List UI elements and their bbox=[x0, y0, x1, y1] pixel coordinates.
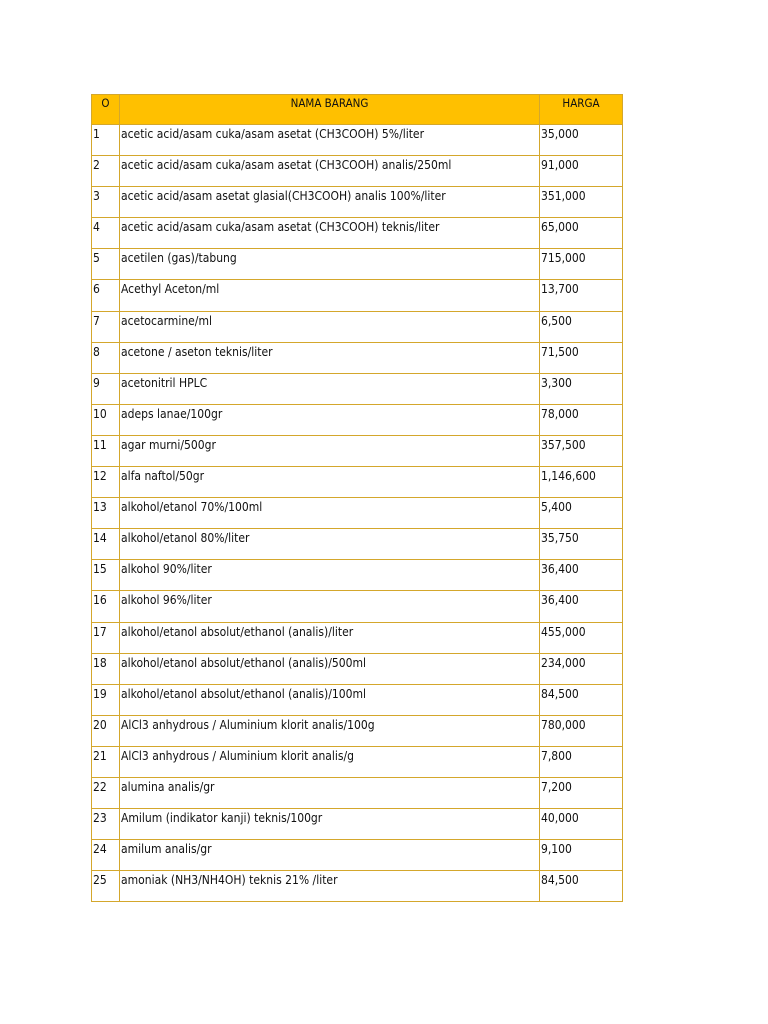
row-number: 8 bbox=[92, 342, 120, 373]
item-name: acetocarmine/ml bbox=[120, 311, 540, 342]
table-row bbox=[92, 560, 623, 591]
item-price: 7,800 bbox=[540, 746, 623, 777]
row-number: 14 bbox=[92, 529, 120, 560]
item-price: 35,000 bbox=[540, 125, 623, 156]
table-row bbox=[92, 467, 623, 498]
table-row bbox=[92, 249, 623, 280]
row-number: 7 bbox=[92, 311, 120, 342]
document-page bbox=[91, 94, 622, 902]
item-price: 715,000 bbox=[540, 249, 623, 280]
item-price: 40,000 bbox=[540, 809, 623, 840]
item-name: alkohol 90%/liter bbox=[120, 560, 540, 591]
table-header bbox=[92, 95, 623, 125]
table-row bbox=[92, 218, 623, 249]
table-row bbox=[92, 809, 623, 840]
table-row bbox=[92, 529, 623, 560]
item-price: 7,200 bbox=[540, 777, 623, 808]
row-number: 11 bbox=[92, 435, 120, 466]
item-name: alkohol/etanol 80%/liter bbox=[120, 529, 540, 560]
item-name: alkohol/etanol absolut/ethanol (analis)/500ml bbox=[120, 653, 540, 684]
item-price: 13,700 bbox=[540, 280, 623, 311]
row-number: 16 bbox=[92, 591, 120, 622]
table-row bbox=[92, 871, 623, 902]
row-number: 15 bbox=[92, 560, 120, 591]
row-number: 25 bbox=[92, 871, 120, 902]
table-row bbox=[92, 125, 623, 156]
table-body bbox=[92, 125, 623, 902]
item-price: 71,500 bbox=[540, 342, 623, 373]
row-number: 3 bbox=[92, 187, 120, 218]
table-row bbox=[92, 653, 623, 684]
item-name: amilum analis/gr bbox=[120, 840, 540, 871]
item-name: acetic acid/asam cuka/asam asetat (CH3COOH) teknis/liter bbox=[120, 218, 540, 249]
item-price: 1,146,600 bbox=[540, 467, 623, 498]
item-name: alkohol/etanol 70%/100ml bbox=[120, 498, 540, 529]
row-number: 6 bbox=[92, 280, 120, 311]
item-price: 455,000 bbox=[540, 622, 623, 653]
header-price: HARGA bbox=[540, 95, 623, 125]
item-name: acetilen (gas)/tabung bbox=[120, 249, 540, 280]
row-number: 10 bbox=[92, 404, 120, 435]
row-number: 12 bbox=[92, 467, 120, 498]
item-price: 6,500 bbox=[540, 311, 623, 342]
item-price: 65,000 bbox=[540, 218, 623, 249]
item-name: amoniak (NH3/NH4OH) teknis 21% /liter bbox=[120, 871, 540, 902]
item-name: acetic acid/asam asetat glasial(CH3COOH) analis 100%/liter bbox=[120, 187, 540, 218]
item-name: Acethyl Aceton/ml bbox=[120, 280, 540, 311]
item-name: acetic acid/asam cuka/asam asetat (CH3COOH) analis/250ml bbox=[120, 156, 540, 187]
item-price: 9,100 bbox=[540, 840, 623, 871]
item-name: agar murni/500gr bbox=[120, 435, 540, 466]
header-name: NAMA BARANG bbox=[120, 95, 540, 125]
table-row bbox=[92, 311, 623, 342]
item-name: acetonitril HPLC bbox=[120, 373, 540, 404]
table-row bbox=[92, 373, 623, 404]
item-price: 3,300 bbox=[540, 373, 623, 404]
price-table bbox=[91, 94, 623, 902]
row-number: 13 bbox=[92, 498, 120, 529]
item-price: 84,500 bbox=[540, 684, 623, 715]
item-name: alkohol 96%/liter bbox=[120, 591, 540, 622]
item-name: alkohol/etanol absolut/ethanol (analis)/liter bbox=[120, 622, 540, 653]
item-price: 5,400 bbox=[540, 498, 623, 529]
table-row bbox=[92, 280, 623, 311]
item-name: alkohol/etanol absolut/ethanol (analis)/100ml bbox=[120, 684, 540, 715]
table-row bbox=[92, 777, 623, 808]
row-number: 4 bbox=[92, 218, 120, 249]
row-number: 18 bbox=[92, 653, 120, 684]
item-name: acetic acid/asam cuka/asam asetat (CH3COOH) 5%/liter bbox=[120, 125, 540, 156]
item-price: 36,400 bbox=[540, 591, 623, 622]
row-number: 9 bbox=[92, 373, 120, 404]
table-row bbox=[92, 187, 623, 218]
table-row bbox=[92, 156, 623, 187]
row-number: 23 bbox=[92, 809, 120, 840]
row-number: 17 bbox=[92, 622, 120, 653]
row-number: 2 bbox=[92, 156, 120, 187]
table-row bbox=[92, 498, 623, 529]
table-row bbox=[92, 591, 623, 622]
item-name: AlCl3 anhydrous / Aluminium klorit analis/g bbox=[120, 746, 540, 777]
item-price: 84,500 bbox=[540, 871, 623, 902]
row-number: 22 bbox=[92, 777, 120, 808]
table-row bbox=[92, 342, 623, 373]
row-number: 19 bbox=[92, 684, 120, 715]
table-row bbox=[92, 715, 623, 746]
item-price: 357,500 bbox=[540, 435, 623, 466]
table-row bbox=[92, 435, 623, 466]
row-number: 21 bbox=[92, 746, 120, 777]
row-number: 20 bbox=[92, 715, 120, 746]
item-price: 91,000 bbox=[540, 156, 623, 187]
item-name: AlCl3 anhydrous / Aluminium klorit analis/100g bbox=[120, 715, 540, 746]
header-row bbox=[92, 95, 623, 125]
item-price: 78,000 bbox=[540, 404, 623, 435]
item-price: 36,400 bbox=[540, 560, 623, 591]
item-name: adeps lanae/100gr bbox=[120, 404, 540, 435]
table-row bbox=[92, 840, 623, 871]
item-price: 234,000 bbox=[540, 653, 623, 684]
row-number: 24 bbox=[92, 840, 120, 871]
item-price: 351,000 bbox=[540, 187, 623, 218]
table-row bbox=[92, 622, 623, 653]
item-name: acetone / aseton teknis/liter bbox=[120, 342, 540, 373]
row-number: 1 bbox=[92, 125, 120, 156]
item-name: alfa naftol/50gr bbox=[120, 467, 540, 498]
table-row bbox=[92, 746, 623, 777]
row-number: 5 bbox=[92, 249, 120, 280]
item-name: Amilum (indikator kanji) teknis/100gr bbox=[120, 809, 540, 840]
item-name: alumina analis/gr bbox=[120, 777, 540, 808]
item-price: 780,000 bbox=[540, 715, 623, 746]
table-row bbox=[92, 404, 623, 435]
header-no: O bbox=[92, 95, 120, 125]
item-price: 35,750 bbox=[540, 529, 623, 560]
table-row bbox=[92, 684, 623, 715]
